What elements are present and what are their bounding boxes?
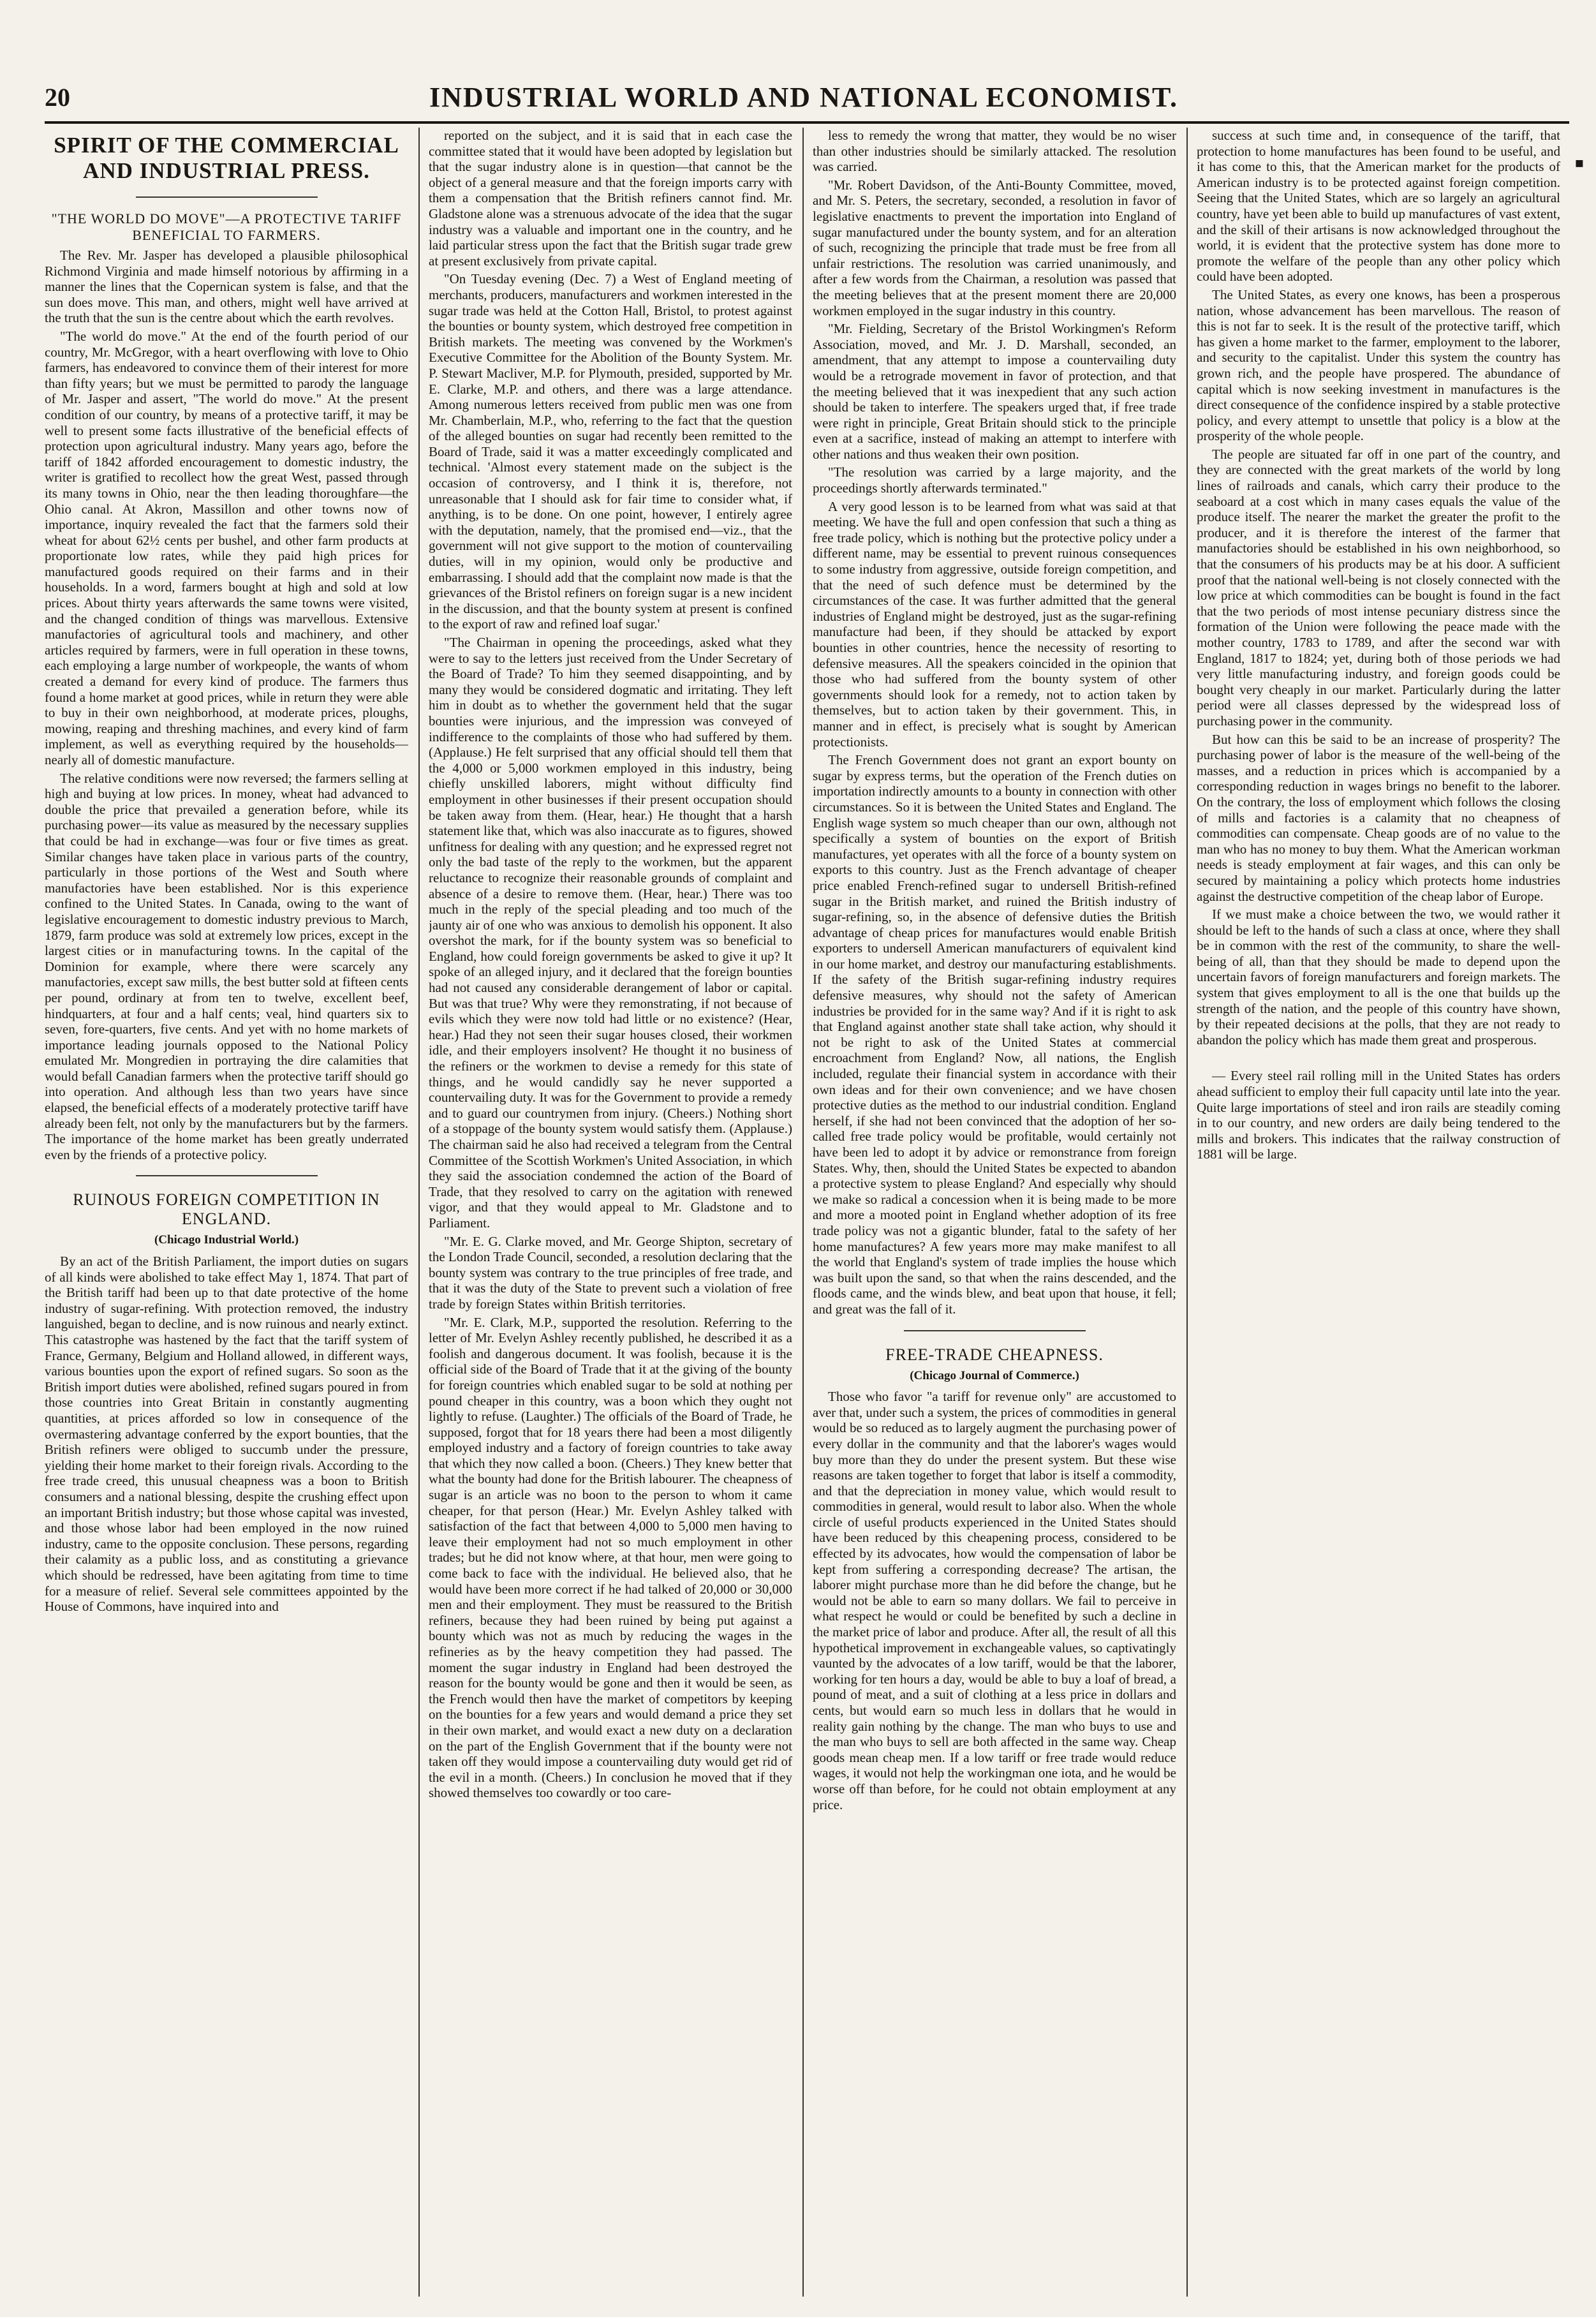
article-title: "THE WORLD DO MOVE"—A PROTECTIVE TARIFF BENEFICIAL TO FARMERS. xyxy=(51,211,402,243)
article-title: FREE-TRADE CHEAPNESS. xyxy=(885,1345,1104,1364)
article-paragraph: less to remedy the wrong that matter, they would be no wiser than other industries should be similarly attacked. The resolution was carried. xyxy=(813,128,1176,175)
article-paragraph: The people are situated far off in one part of the country, and they are connected with the great markets of the world by long lines of railroads and canals, which carry their produce to the seaboard at a cost which in many cases equals the value of the produce itself. The nearer the market the greater the profit to the producer, and it is therefore the interest of the farmer that manufactories should be established in his own neighborhood, so that the consumers of his products may be at his door. A sufficient proof that the national well-being is not closely connected with the low price at which commodities can be bought is found in the fact that the two periods of most intense pecuniary distress since the formation of the Union were following the peace made with the mother country, 1783 to 1789, and after the second war with England, 1817 to 1824; yet, during both of those periods we had very little manufacturing industry, and foreign goods could be bought very cheaply in our market. Particularly during the latter period were all classes depressed by the widespread loss of purchasing power in the community. xyxy=(1197,446,1560,729)
article-paragraph: The French Government does not grant an export bounty on sugar by express terms, but the operation of the French duties on importation indirectly amounts to a bounty in connection with other circumstances. So it is between the United States and England. The English wage system so much cheaper than our own, although not specifically a system of bounties on the export of British manufactures, yet operates with all the force of a bounty system on exports to this country. Just as the French advantage of cheaper price enabled French-refined sugar to undersell British-refined sugar in the British market, and ruined the British industry of sugar-refining, so, in the absence of defensive duties the British advantage of cheap prices for manufactures would enable British exporters to undersell American manufacturers of equivalent kind in our home market, and destroy our manufacturing establishments. If the safety of the British sugar-refining industry requires defensive measures, why should not the safety of American industries be provided for in the same way? And if it is right to ask that England against another state shall take action, why should it not be right to ask of the United States at commercial encroachment from England? Now, all nations, the English included, regulate their financial system in accordance with their own ideas and for their own convenience; and we have chosen protective duties as the method to our industrial condition. England herself, if she had not been convinced that the adoption of her so-called free trade policy would be profitable, would certainly not have been led to adopt it by advice or remonstrance from foreign States. Why, then, should the United States be expected to abandon a protective system to please England? And especially why should we make so radical a concession when it is being made to be more and more a mooted point in England whether adoption of its free trade policy was not a gigantic blunder, fatal to the safety of her home manufactures? A few years more may make manifest to all the world that England's system of trade implies the house which was built upon the sand, so that when the rains descended, and the floods came, and the winds blew, and beat upon that house, it fell; and great was the fall of it. xyxy=(813,752,1176,1317)
spacer xyxy=(1197,1050,1560,1068)
column-rule xyxy=(418,128,420,2297)
article-paragraph: "Mr. Robert Davidson, of the Anti-Bounty Committee, moved, and Mr. S. Peters, the secretary, seconded, a resolution in favor of legislative enactments to prevent the importation into England of sugar manufactured under the bounty system, and for an alteration of such, recognizing the principle that trade must be free from all unfair restrictions. The resolution was carried unanimously, and after a few words from the Chairman, a resolution was passed that the meeting believes that at the present moment there are 20,000 workmen employed in the sugar industry in this country. xyxy=(813,177,1176,318)
column-1 xyxy=(45,128,408,2297)
article-paragraph: "Mr. Fielding, Secretary of the Bristol Workingmen's Reform Association, moved, and Mr. J. D. Marshall, seconded, an amendment, that any attempt to impose a countervailing duty would be a retrograde movement in favor of protection, and that the meeting believed that it was inexpedient that any such action should be taken to interfere. The speakers urged that, if free trade were right in principle, Great Britain should stick to the principle even at a sacrifice, instead of making an attempt to interfere with other nations and thus weaken their own position. xyxy=(813,321,1176,462)
article-paragraph: success at such time and, in consequence of the tariff, that protection to home manufactures has been found to be useful, and it has come to this, that the American market for the products of American industry is to be protected against foreign competition. Seeing that the United States, which are so largely an agricultural country, have yet been able to build up manufactures of vast extent, and the skill of their artisans is now acknowledged throughout the world, it is evident that the protective system has done more to promote the welfare of the people than any other policy which could have been adopted. xyxy=(1197,128,1560,285)
running-title: INDUSTRIAL WORLD AND NATIONAL ECONOMIST. xyxy=(429,81,1179,113)
article-paragraph: The United States, as every one knows, has been a prosperous nation, whose advancement has been marvellous. The reason of this is not far to seek. It is the result of the protective tariff, which has given a home market to the farmer, employment to the laborer, and security to the capitalist. Under this system the country has grown rich, and the people have prospered. The abundance of capital which is now seeking investment in manufactures is the direct consequence of the confidence inspired by a stable protective policy, and every attempt to unsettle that policy is a blow at the prosperity of the whole people. xyxy=(1197,286,1560,444)
article-paragraph: "On Tuesday evening (Dec. 7) a West of England meeting of merchants, producers, manufacturers and workmen interested in the sugar trade was held at the Cotton Hall, Bristol, to protest against the bounties or bounty system, which destroyed free competition in British markets. The meeting was convened by the Workmen's Executive Committee for the Abolition of the Bounty System. Mr. P. Stewart Macliver, M.P. for Plymouth, presided, supported by Mr. E. Clarke, M.P. and others, and there was a large attendance. Among numerous letters received from public men was one from Mr. Chamberlain, M.P., who, referring to the fact that the question of the alleged bounties on sugar had recently been remitted to the Board of Trade, said it was a matter exceedingly complicated and technical. 'Almost every statement made on the subject is the occasion of controversy, and I think it is, therefore, not unreasonable that I should ask for fair time to consider what, if anything, is to be done. On one point, however, I entirely agree with the deputation, namely, that the promised end—viz., that the government will not give support to the motion of countervailing duties, will in my opinion, would only be productive and embarrassing. I should add that the complaint now made is that the grievances of the Bristol refiners on foreign sugar is a new incident in the discussion, and that the bounty system at present is confined to the export of raw and refined loaf sugar.' xyxy=(429,271,792,632)
article-paragraph: "The Chairman in opening the proceedings, asked what they were to say to the letters just received from the Under Secretary of the Board of Trade? To him they seemed disappointing, and by many they would be considered dogmatic and irritating. They left him in doubt as to whether the government held that the sugar bounties were injurious, and the impression was conveyed of indifference to the complaints of those who had suffered by them. (Applause.) He felt surprised that any official should tell them that the 4,000 or 5,000 workmen employed in this industry, being chiefly unskilled laborers, might without difficulty find employment in other businesses if their present occupation should be taken away from them. (Hear, hear.) He thought that a harsh statement like that, which was also inaccurate as to figures, showed unfitness for dealing with any question; and he expressed regret not only the bad taste of the reply to the workmen, but the apparent reluctance to recognize their reasonable grounds of complaint and absence of a desire to remove them. (Hear, hear.) There was too much in the reply of the special pleading and too much of the jaunty air of one who was anxious to demolish his opponent. It also overshot the mark, for if the bounty system was so beneficial to England, how could foreign governments be asked to give it up? It spoke of an alleged injury, and it declared that the foreign bounties had not caused any considerable derangement of labor or capital. But was that true? Why were they remonstrating, if not because of evils which they were now told had little or no existence? (Hear, hear.) Had they not seen their sugar houses closed, their workmen idle, and their employers insolvent? He thought it no business of the refiners or the workmen to devise a remedy for this state of things, and he would candidly say he never supported a countervailing duty. It was for the Government to provide a remedy and to guard our countrymen from injury. (Cheers.) Nothing short of a stoppage of the bounty system would satisfy them. (Applause.) The chairman said he also had received a telegram from the Central Committee of the Scottish Workmen's United Association, in which they said the association condemned the action of the Board of Trade, that they resolved to carry on the agitation with renewed vigor, and that they would appeal to Mr. Gladstone and to Parliament. xyxy=(429,635,792,1231)
article-paragraph: If we must make a choice between the two, we would rather it should be left to the hands of such a class at once, where they shall be in common with the rest of the community, to share the well-being of all, than that they should be made to depend upon the uncertain favors of foreign manufacturers and foreign markets. The system that gives employment to all is the one that builds up the strength of the nation, and the people of this country have shown, by their repeated decisions at the polls, that they are not ready to abandon the policy which has made them great and prosperous. xyxy=(1197,907,1560,1047)
article-paragraph: Those who favor "a tariff for revenue only" are accustomed to aver that, under such a system, the prices of commodities in general would be so reduced as to largely augment the purchasing power of every dollar in the community and that the laborer's wages would buy more than they do under the present system. But these wise reasons are taken together to forget that labor is itself a commodity, and that the depreciation in money value, which would result to commodities in general, would result to labor also. When the whole circle of useful products experienced in the United States should have been reduced by this cheapening process, considered to be effected by its advocates, how would the compensation of labor be kept from suffering a corresponding decrease? The artisan, the laborer might purchase more than he did before the change, but he would not be able to earn so many dollars. We fail to perceive in what respect he would or could be benefited by such a decline in the market price of labor and produce. After all, the result of all this hypothetical improvement in exchangeable values, so captivatingly vaunted by the advocates of a low tariff, would be that the laborer, working for ten hours a day, would be able to buy a loaf of bread, a pound of meat, and a suit of clothing at a less price in dollars and cents, but would earn so much less in dollars that he would in reality gain nothing by the change. The man who buys to use and the man who buys to sell are both affected in the same way. Cheap goods mean cheap men. If a low tariff or free trade would reduce wages, it would not help the workingman one iota, and he would be worse off than before, for he could not obtain employment at any price. xyxy=(813,1389,1176,1812)
article-source: (Chicago Industrial World.) xyxy=(154,1233,299,1247)
column-rule xyxy=(802,128,804,2297)
news-note: — Every steel rail rolling mill in the United States has orders ahead sufficient to employ their full capacity until late into the year. Quite large importations of steel and iron rails are steadily coming in to our country, and new orders are daily being tendered to the mills and brokers. This indicates that the railway construction of 1881 will be large. xyxy=(1197,1068,1560,1162)
column-3 xyxy=(813,128,1176,2297)
article-paragraph: The Rev. Mr. Jasper has developed a plausible philosophical Richmond Virginia and made himself notorious by affirming in a manner the lines that the Copernican system is false, and that the sun does move. This man, and others, might well have arrived at the truth that the sun is the centre about which the earth revolves. xyxy=(45,248,408,326)
article-divider xyxy=(136,1175,318,1176)
header-rule xyxy=(45,121,1569,124)
article-title: RUINOUS FOREIGN COMPETITION IN ENGLAND. xyxy=(73,1190,380,1229)
article-paragraph: "Mr. E. Clark, M.P., supported the resolution. Referring to the letter of Mr. Evelyn Ashley recently published, he described it as a foolish and dangerous document. It was foolish, because it is the official side of the Board of Trade that it at the giving of the bounty for foreign countries which enabled sugar to be sold at nothing per pound cheaper in this country, was a boon which they ought not lightly to refuse. (Laughter.) The officials of the Board of Trade, he supposed, forgot that for 18 years there had been a most diligently employed industry and a factory of foreign countries to take away that which they now called a boon. (Cheers.) They knew better that what the bounty had done for the British labourer. The cheapness of sugar is an article was no boon to the person to whom it came cheaper, for that person (Hear.) Mr. Evelyn Ashley talked with satisfaction of the fact that between 4,000 to 5,000 men having to leave their employment had not so much employment in other trades; but he did not know where, at that hour, men were going to come back to face with the individual. He believed also, that he would have been more correct if he had talked of 20,000 or 30,000 men and their employment. They must be reassured to the British refiners, because they had been ruined by being put against a bounty which was not as much by reducing the wages in the refineries as by the heavy competition they had passed. The moment the sugar industry in England had been destroyed the reason for the bounty would be gone and then it would be seen, as the French would then have the market of competitors by keeping on the bounties for a few years and would demand a price they set in their own market, and would exact a new duty on a declaration on the part of the English Government that if the bounty were not taken off they would impose a countervailing duty would get rid of the evil in a month. (Cheers.) In conclusion he moved that if they showed themselves too cowardly or too care- xyxy=(429,1314,792,1801)
column-2 xyxy=(429,128,792,2297)
article-source: (Chicago Journal of Commerce.) xyxy=(910,1368,1079,1382)
article-paragraph: A very good lesson is to be learned from what was said at that meeting. We have the full and open confession that such a thing as free trade policy, which is nothing but the protective policy under a different name, may be essential to prevent ruinous consequences to some industry from aggressive, outside foreign competition, and that the need of such defence must be determined by the circumstances of the case. It was further admitted that the general industries of England might be destroyed, just as the sugar-refining manufacture had been, if they should be attacked by export bounties in other countries, hence the necessity of resorting to defensive measures. All the speakers coincided in the opinion that those who had suffered from the bounty system of other governments should look for a remedy, not to action taken by themselves, but to action taken by their government. This, in manner and in effect, is precisely what is sought by American protectionists. xyxy=(813,498,1176,750)
article-divider xyxy=(904,1330,1086,1331)
article-paragraph: "Mr. E. G. Clarke moved, and Mr. George Shipton, secretary of the London Trade Council, seconded, a resolution declaring that the bounty system was contrary to the true principles of free trade, and that it was the duty of the State to prevent such a violation of free trade by foreign States within British territories. xyxy=(429,1233,792,1312)
article-paragraph: The relative conditions were now reversed; the farmers selling at high and buying at low prices. In money, wheat had advanced to double the price that prevailed a generation before, while its purchasing power—its value as measured by the necessary supplies that could be had in exchange—was four or five times as great. Similar changes have taken place in various parts of the country, particularly in those portions of the West and South where manufactories have been established. Nor is this experience confined to the United States. In Canada, owing to the want of legislative encouragement to domestic industry previous to March, 1879, farm produce was sold at extremely low prices, except in the largest cities or in manufacturing towns. In the capital of the Dominion for example, where there were scarcely any manufactories, except saw mills, the best butter sold at fifteen cents per pound, ordinary at from ten to twelve, excellent beef, hindquarters, at four and a half cents; veal, hind quarters six to seven, fore-quarters, five cents. And yet with no home markets of importance leading journals opposed to the National Policy emulated Mr. Mongredien in portraying the dire calamities that would befall Canadian farmers when the protective tariff should go into operation. And although less than two years have since elapsed, the beneficial effects of a moderately protective tariff have already been felt, not only by the manufacturers but by the farmers. The importance of the home market has been greatly underrated even by the friends of a protective policy. xyxy=(45,770,408,1162)
column-4 xyxy=(1197,128,1560,2297)
article-paragraph: "The resolution was carried by a large majority, and the proceedings shortly afterwards terminated." xyxy=(813,464,1176,496)
section-divider xyxy=(136,196,318,198)
section-title: SPIRIT OF THE COMMERCIAL AND INDUSTRIAL PRESS. xyxy=(54,133,399,183)
page-number: 20 xyxy=(45,82,70,112)
article-paragraph: reported on the subject, and it is said that in each case the committee stated that it would have been adopted by legislation but that the sugar industry alone is in question—that cannot be the object of a general measure and that the foreign imports carry with them a compensation that the British refiners cannot find. Mr. Gladstone alone was a strenuous advocate of the idea that the sugar industry was a valuable and important one in the country, and he laid particular stress upon the fact that the British sugar trade grew at present exclusively from private capital. xyxy=(429,128,792,269)
page-header xyxy=(45,77,1563,117)
article-paragraph: "The world do move." At the end of the fourth period of our country, Mr. McGregor, with a heart overflowing with love to Ohio farmers, has endeavored to convince them of their interest for more than fifty years; but we must be permitted to parody the language of Mr. Jasper and assert, "The world do move." At the present condition of our country, by means of a protective tariff, it may be well to present some facts illustrative of the beneficial effects of protection upon agricultural industry. Many years ago, before the tariff of 1842 afforded encouragement to domestic industry, the writer is gratified to recollect how the great West, passed through its many towns in Ohio, near the then leading thoroughfare—the Ohio canal. At Akron, Massillon and other towns now of importance, inquiry revealed the fact that the farmers sold their wheat for about 62½ cents per bushel, and other farm products at proportionate low rates, while they paid high prices for manufactured goods required on their farms and in their households. In a word, farmers bought at high and sold at low prices. About thirty years afterwards the same towns were visited, and the changed condition of things was marvellous. Extensive manufactories of agricultural tools and machinery, and other articles required by farmers, were in full operation in these towns, each employing a large number of workpeople, the wants of whom created a demand for every kind of produce. The farmers thus found a home market at good prices, while in return they were able to buy in their own neighborhood, at moderate prices, ploughs, mowing, reaping and threshing machines, and every kind of farm implement, as well as everything required by the households—nearly all of domestic manufacture. xyxy=(45,328,408,767)
margin-mark: ▪ xyxy=(1574,147,1585,179)
article-paragraph: By an act of the British Parliament, the import duties on sugars of all kinds were abolished to take effect May 1, 1874. That part of the British tariff had been up to that date protective of the home industry of sugar-refining. With protection removed, the industry languished, began to decline, and is now ruinous and nearly extinct. This catastrophe was hastened by the fact that the tariff system of France, Germany, Belgium and Holland allowed, in different ways, various bounties upon the export of refined sugars. So soon as the British import duties were abolished, refined sugars poured in from those countries into Great Britain in constantly augmenting quantities, at prices afforded so low in consequence of the overmastering advantage conferred by the export bounties, that the British refiners were obliged to succumb under the pressure, yielding their home market to their foreign rivals. According to the free trade creed, this unusual cheapness was a boon to British consumers and a national blessing, despite the crushing effect upon an important British industry; but those whose capital was invested, and those whose labor had been employed in the now ruined industry, came to the opposite conclusion. These persons, regarding their calamity as a public loss, and as constituting a grievance which should be redressed, have been agitating from time to time for a measure of relief. Several sele committees appointed by the House of Commons, have inquired into and xyxy=(45,1254,408,1615)
column-rule xyxy=(1186,128,1188,2297)
article-paragraph: But how can this be said to be an increase of prosperity? The purchasing power of labor is the measure of the well-being of the masses, and a reduction in prices which is accompanied by a corresponding reduction in wages brings no benefit to the laborer. On the contrary, the loss of employment which follows the closing of mills and factories is a calamity that no cheapness of commodities can compensate. Cheap goods are of no value to the man who has no money to buy them. What the American workman needs is steady employment at fair wages, and this can only be secured by maintaining a policy which protects home industries against the destructive competition of the cheap labor of Europe. xyxy=(1197,731,1560,904)
